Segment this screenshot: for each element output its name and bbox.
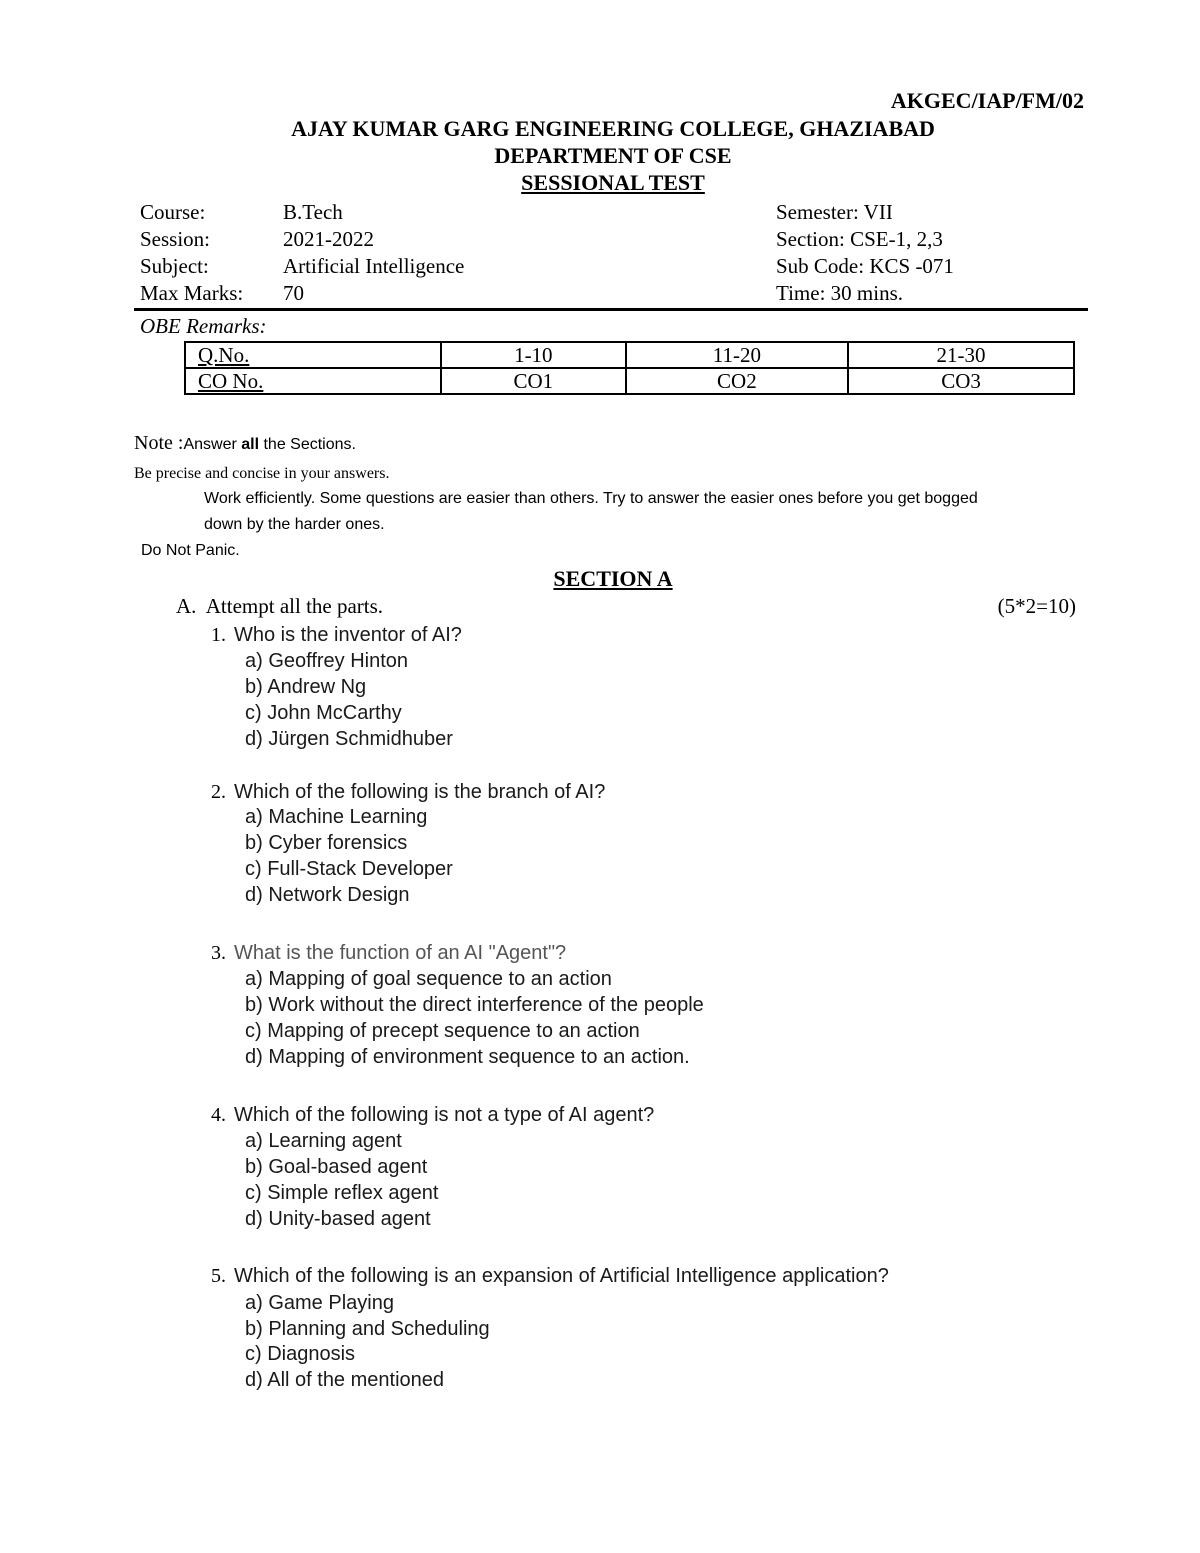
note-text: Answer — [183, 436, 242, 453]
table-cell: CO2 — [626, 368, 848, 394]
question-5 — [211, 1265, 889, 1288]
table-cell: CO1 — [441, 368, 626, 394]
option: c) Simple reflex agent — [245, 1182, 439, 1204]
test-title: SESSIONAL TEST — [521, 170, 705, 195]
section-a-title: SECTION A — [553, 566, 673, 591]
question-text: What is the function of an AI "Agent"? — [234, 942, 567, 964]
option: b) Goal-based agent — [245, 1156, 428, 1178]
course-label: Course: — [140, 200, 206, 224]
note-line-2: Be precise and concise in your answers. — [134, 465, 390, 482]
note-line — [134, 432, 356, 455]
max-marks-label: Max Marks: — [140, 281, 244, 305]
table-cell: CO3 — [848, 368, 1074, 394]
option: b) Planning and Scheduling — [245, 1318, 490, 1340]
option: b) Work without the direct interference of the people — [245, 994, 704, 1016]
option: d) Network Design — [245, 884, 410, 906]
part-a-label: A. — [176, 594, 197, 618]
college-name: AJAY KUMAR GARG ENGINEERING COLLEGE, GHAZIABAD — [291, 116, 935, 141]
part-a-instruction — [176, 594, 383, 619]
question-number: 4. — [211, 1104, 226, 1126]
table-cell: 1-10 — [441, 342, 626, 368]
question-text: Who is the inventor of AI? — [234, 624, 462, 646]
time-info: Time: 30 mins. — [776, 281, 904, 305]
table-row — [185, 368, 1074, 394]
note-line-3: Work efficiently. Some questions are easier than others. Try to answer the easier ones before you get bogged — [204, 490, 978, 507]
semester-info: Semester: VII — [776, 200, 893, 224]
document-code: AKGEC/IAP/FM/02 — [890, 88, 1084, 113]
question-3 — [211, 942, 566, 965]
obe-remarks-label: OBE Remarks: — [140, 314, 267, 338]
option: c) Full-Stack Developer — [245, 858, 453, 880]
table-cell — [185, 368, 441, 394]
question-text: Which of the following is an expansion of Artificial Intelligence application? — [234, 1265, 889, 1287]
question-2 — [211, 781, 605, 804]
note-bold: all — [241, 436, 260, 453]
option: b) Cyber forensics — [245, 832, 408, 854]
option: b) Andrew Ng — [245, 676, 367, 698]
option: a) Machine Learning — [245, 806, 428, 828]
note-rest: the Sections. — [259, 436, 356, 453]
subject-label: Subject: — [140, 254, 209, 278]
section-a-marks: (5*2=10) — [997, 594, 1076, 618]
question-number: 1. — [211, 624, 226, 646]
subject-value: Artificial Intelligence — [283, 254, 465, 278]
question-4 — [211, 1104, 654, 1127]
co-header: CO No. — [198, 369, 264, 393]
table-cell: 11-20 — [626, 342, 848, 368]
qno-header: Q.No. — [198, 343, 250, 367]
note-label: Note : — [134, 432, 184, 454]
option: a) Mapping of goal sequence to an action — [245, 968, 612, 990]
session-value: 2021-2022 — [283, 227, 374, 251]
sub-code-info: Sub Code: KCS -071 — [776, 254, 954, 278]
question-number: 2. — [211, 781, 226, 803]
note-line-4: down by the harder ones. — [204, 516, 385, 533]
table-cell — [185, 342, 441, 368]
section-info: Section: CSE-1, 2,3 — [776, 227, 943, 251]
option: d) Unity-based agent — [245, 1208, 431, 1230]
option: c) Diagnosis — [245, 1343, 356, 1365]
question-number: 5. — [211, 1265, 226, 1287]
table-row — [185, 342, 1074, 368]
course-value: B.Tech — [283, 200, 343, 224]
session-label: Session: — [140, 227, 211, 251]
question-number: 3. — [211, 942, 226, 964]
part-a-text: Attempt all the parts. — [205, 594, 384, 618]
header-divider — [134, 308, 1088, 311]
option: a) Game Playing — [245, 1292, 394, 1314]
option: c) John McCarthy — [245, 702, 402, 724]
question-text: Which of the following is not a type of AI agent? — [234, 1104, 655, 1126]
option: d) Jürgen Schmidhuber — [245, 728, 453, 750]
option: d) All of the mentioned — [245, 1369, 445, 1391]
question-1 — [211, 624, 462, 647]
table-cell: 21-30 — [848, 342, 1074, 368]
question-text: Which of the following is the branch of AI? — [234, 781, 606, 803]
option: a) Learning agent — [245, 1130, 402, 1152]
option: c) Mapping of precept sequence to an action — [245, 1020, 640, 1042]
max-marks-value: 70 — [283, 281, 304, 305]
note-line-5: Do Not Panic. — [141, 542, 240, 559]
obe-table — [184, 341, 1075, 395]
department-name: DEPARTMENT OF CSE — [494, 143, 732, 168]
option: a) Geoffrey Hinton — [245, 650, 409, 672]
option: d) Mapping of environment sequence to an action. — [245, 1046, 690, 1068]
